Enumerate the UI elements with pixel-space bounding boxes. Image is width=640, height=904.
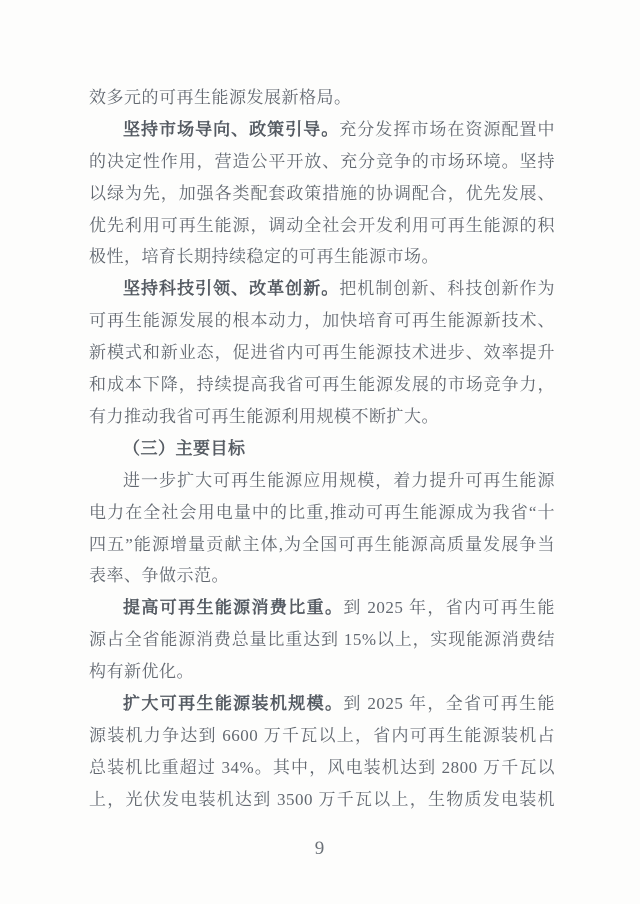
line-bold: 坚持科技引领、改革创新。 xyxy=(123,279,340,299)
text-line xyxy=(89,114,555,146)
line-bold: 扩大可再生能源装机规模。 xyxy=(123,694,344,714)
text-line xyxy=(89,146,555,178)
line-text: 构有新优化。 xyxy=(89,662,194,682)
line-text: 四五”能源增量贡献主体,为全国可再生能源高质量发展争当 xyxy=(89,534,555,554)
line-bold: 坚持市场导向、政策引导。 xyxy=(123,119,340,139)
line-text: 新模式和新业态，促进省内可再生能源技术进步、效率提升 xyxy=(89,343,555,363)
line-bold: 提高可再生能源消费比重。 xyxy=(123,598,344,618)
text-line xyxy=(89,624,555,656)
line-text: 源装机力争达到 6600 万千瓦以上，省内可再生能源装机占 xyxy=(89,725,555,745)
text-line xyxy=(89,210,555,242)
line-text: 优先利用可再生能源，调动全社会开发利用可再生能源的积 xyxy=(89,215,555,235)
line-text: 进一步扩大可再生能源应用规模，着力提升可再生能源 xyxy=(123,470,555,490)
line-text: 的决定性作用，营造公平开放、充分竞争的市场环境。坚持 xyxy=(89,151,555,171)
text-line xyxy=(89,82,555,114)
text-line xyxy=(89,529,555,561)
text-line xyxy=(89,560,555,592)
text-line xyxy=(89,688,555,720)
text-line xyxy=(89,752,555,784)
text-line xyxy=(89,784,555,816)
text-line xyxy=(89,241,555,273)
line-text: 有力推动我省可再生能源利用规模不断扩大。 xyxy=(89,406,439,426)
text-line xyxy=(89,465,555,497)
line-text: 充分发挥市场在资源配置中 xyxy=(339,119,555,139)
line-text: 极性，培育长期持续稳定的可再生能源市场。 xyxy=(89,247,439,267)
line-text: 可再生能源发展的根本动力，加快培育可再生能源新技术、 xyxy=(89,311,555,331)
page-number: 9 xyxy=(314,838,326,859)
text-line xyxy=(89,592,555,624)
line-text: 源占全省能源消费总量比重达到 15%以上，实现能源消费结 xyxy=(89,630,555,650)
text-line xyxy=(89,337,555,369)
line-text: 把机制创新、科技创新作为 xyxy=(339,279,555,299)
text-line xyxy=(89,656,555,688)
text-line xyxy=(89,178,555,210)
text-line xyxy=(89,497,555,529)
line-text: 和成本下降，持续提高我省可再生能源发展的市场竞争力， xyxy=(89,375,555,395)
text-line xyxy=(89,273,555,305)
line-text: 到 2025 年，省内可再生能 xyxy=(343,598,555,618)
line-text: 效多元的可再生能源发展新格局。 xyxy=(89,88,352,107)
line-text: 表率、争做示范。 xyxy=(89,566,229,586)
line-text: 以绿为先，加强各类配套政策措施的协调配合，优先发展、 xyxy=(89,183,555,203)
line-bold: （三）主要目标 xyxy=(123,438,246,458)
text-line xyxy=(89,369,555,401)
line-text: 上，光伏发电装机达到 3500 万千瓦以上，生物质发电装机 xyxy=(89,789,555,809)
text-line xyxy=(89,720,555,752)
text-line xyxy=(89,401,555,433)
section-heading xyxy=(89,433,555,465)
text-block xyxy=(89,82,555,816)
line-text: 到 2025 年，全省可再生能 xyxy=(343,694,555,714)
line-text: 总装机比重超过 34%。其中，风电装机达到 2800 万千瓦以 xyxy=(89,757,555,777)
line-text: 电力在全社会用电量中的比重,推动可再生能源成为我省“十 xyxy=(89,502,555,522)
text-line xyxy=(89,305,555,337)
